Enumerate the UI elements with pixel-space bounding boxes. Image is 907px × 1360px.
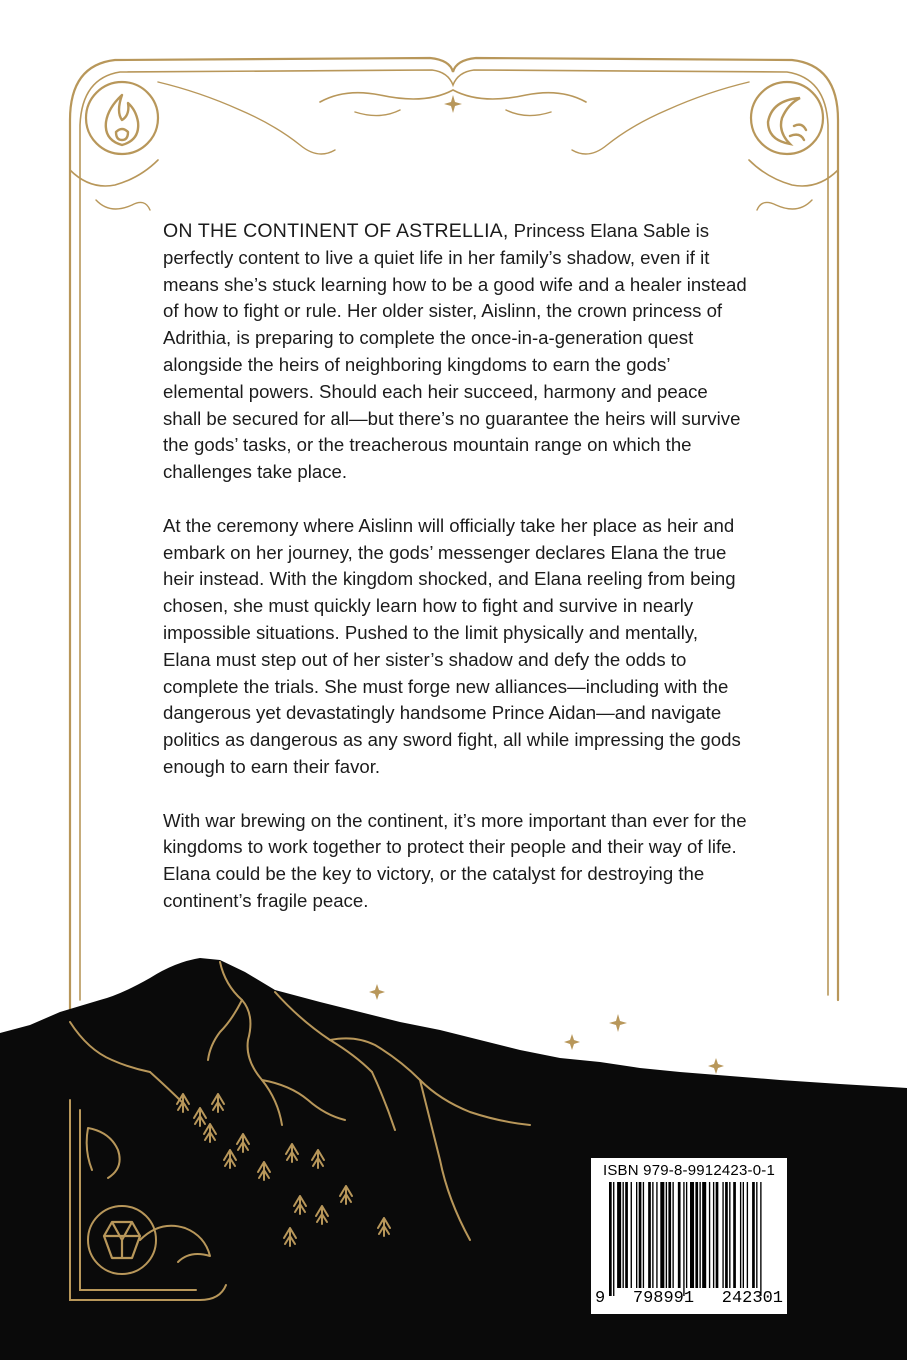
barcode-bar — [702, 1182, 706, 1288]
blurb-paragraph-1 — [163, 218, 748, 486]
barcode-digit-group-2: 242301 — [721, 1289, 783, 1308]
barcode-digits — [591, 1289, 787, 1308]
barcode-bar — [740, 1182, 741, 1288]
flame-icon — [106, 95, 138, 145]
barcode-bar — [760, 1182, 761, 1296]
barcode-bar — [733, 1182, 736, 1288]
barcode-bar — [678, 1182, 681, 1288]
isbn-label: ISBN 979-8-9912423-0-1 — [602, 1162, 775, 1179]
barcode-bar — [656, 1182, 657, 1288]
barcode-bar — [617, 1182, 621, 1288]
barcode-bar — [709, 1182, 710, 1288]
crescent-moon-icon — [768, 98, 806, 144]
blurb-paragraph-2: At the ceremony where Aislinn will officially take her place as heir and embark on her journey, the gods’ messenger declares Elana the true heir instead. With the kingdom shocked, and Elana reeling from being chosen, she must quickly learn how to fight and survive in nearly impossible situations. Pushed to the limit physically and mentally, Elana must step out of her sister’s shadow and defy the odds to complete the trials. She must forge new alliances—including with the dangerous yet devastatingly handsome Prince Aidan—and navigate politics as dangerous as any sword fight, all while impressing the gods enough to earn their favor. — [163, 514, 741, 777]
barcode-bar — [729, 1182, 730, 1288]
isbn-barcode — [591, 1158, 787, 1314]
barcode-bar — [756, 1182, 757, 1288]
barcode-bar — [623, 1182, 624, 1288]
barcode-bar — [631, 1182, 632, 1288]
barcode-bar — [716, 1182, 719, 1288]
barcode-bar — [747, 1182, 748, 1288]
barcode-bar — [713, 1182, 714, 1288]
barcode-bar — [660, 1182, 664, 1288]
barcode-digit-group-1: 798991 — [632, 1289, 695, 1308]
barcode-bar — [652, 1182, 653, 1288]
barcode-bar — [722, 1182, 723, 1288]
barcode-bar — [686, 1182, 687, 1288]
barcode-bar — [683, 1182, 684, 1296]
blurb-paragraph-3: With war brewing on the continent, it’s more important than ever for the kingdoms to work together to protect their people and their way of life. Elana could be the key to victory, or the catalyst for destroying the continent’s fragile peace. — [163, 809, 747, 911]
barcode-bar — [690, 1182, 694, 1288]
barcode-bar — [636, 1182, 637, 1288]
barcode-bar — [668, 1182, 671, 1288]
blurb-lead-in: ON THE CONTINENT OF ASTRELLIA, — [163, 220, 509, 242]
blurb-paragraph-1-text: Princess Elana Sable is perfectly content to live a quiet life in her family’s shadow, even if it means she’s stuck learning how to be a good wife and a healer instead of how to fight or rule. Her older sister, Aislinn, the crown princess of Adrithia, is preparing to complete the once-in-a-generation quest alongside the heirs of neighboring kingdoms to earn the gods’ elemental powers. Should each heir succeed, harmony and peace shall be secured for all—but there’s no guarantee the heirs will survive the gods’ tasks, or the treacherous mountain range on which the challenges take place. — [163, 220, 747, 483]
barcode-digit-lead: 9 — [595, 1289, 606, 1308]
star-icon — [444, 95, 462, 113]
barcode-bar — [643, 1182, 644, 1288]
barcode-bar — [666, 1182, 667, 1288]
back-cover-blurb — [163, 218, 748, 942]
barcode-bar — [752, 1182, 755, 1288]
barcode-bar — [648, 1182, 651, 1288]
barcode-bar — [725, 1182, 728, 1288]
barcode-bar — [672, 1182, 673, 1288]
barcode-bar — [613, 1182, 614, 1296]
barcode-bar — [699, 1182, 700, 1288]
barcode-bar — [639, 1182, 642, 1288]
barcode-bar — [609, 1182, 612, 1296]
barcode-bar — [695, 1182, 698, 1288]
barcode-bar — [743, 1182, 744, 1288]
barcode-bar — [625, 1182, 628, 1288]
